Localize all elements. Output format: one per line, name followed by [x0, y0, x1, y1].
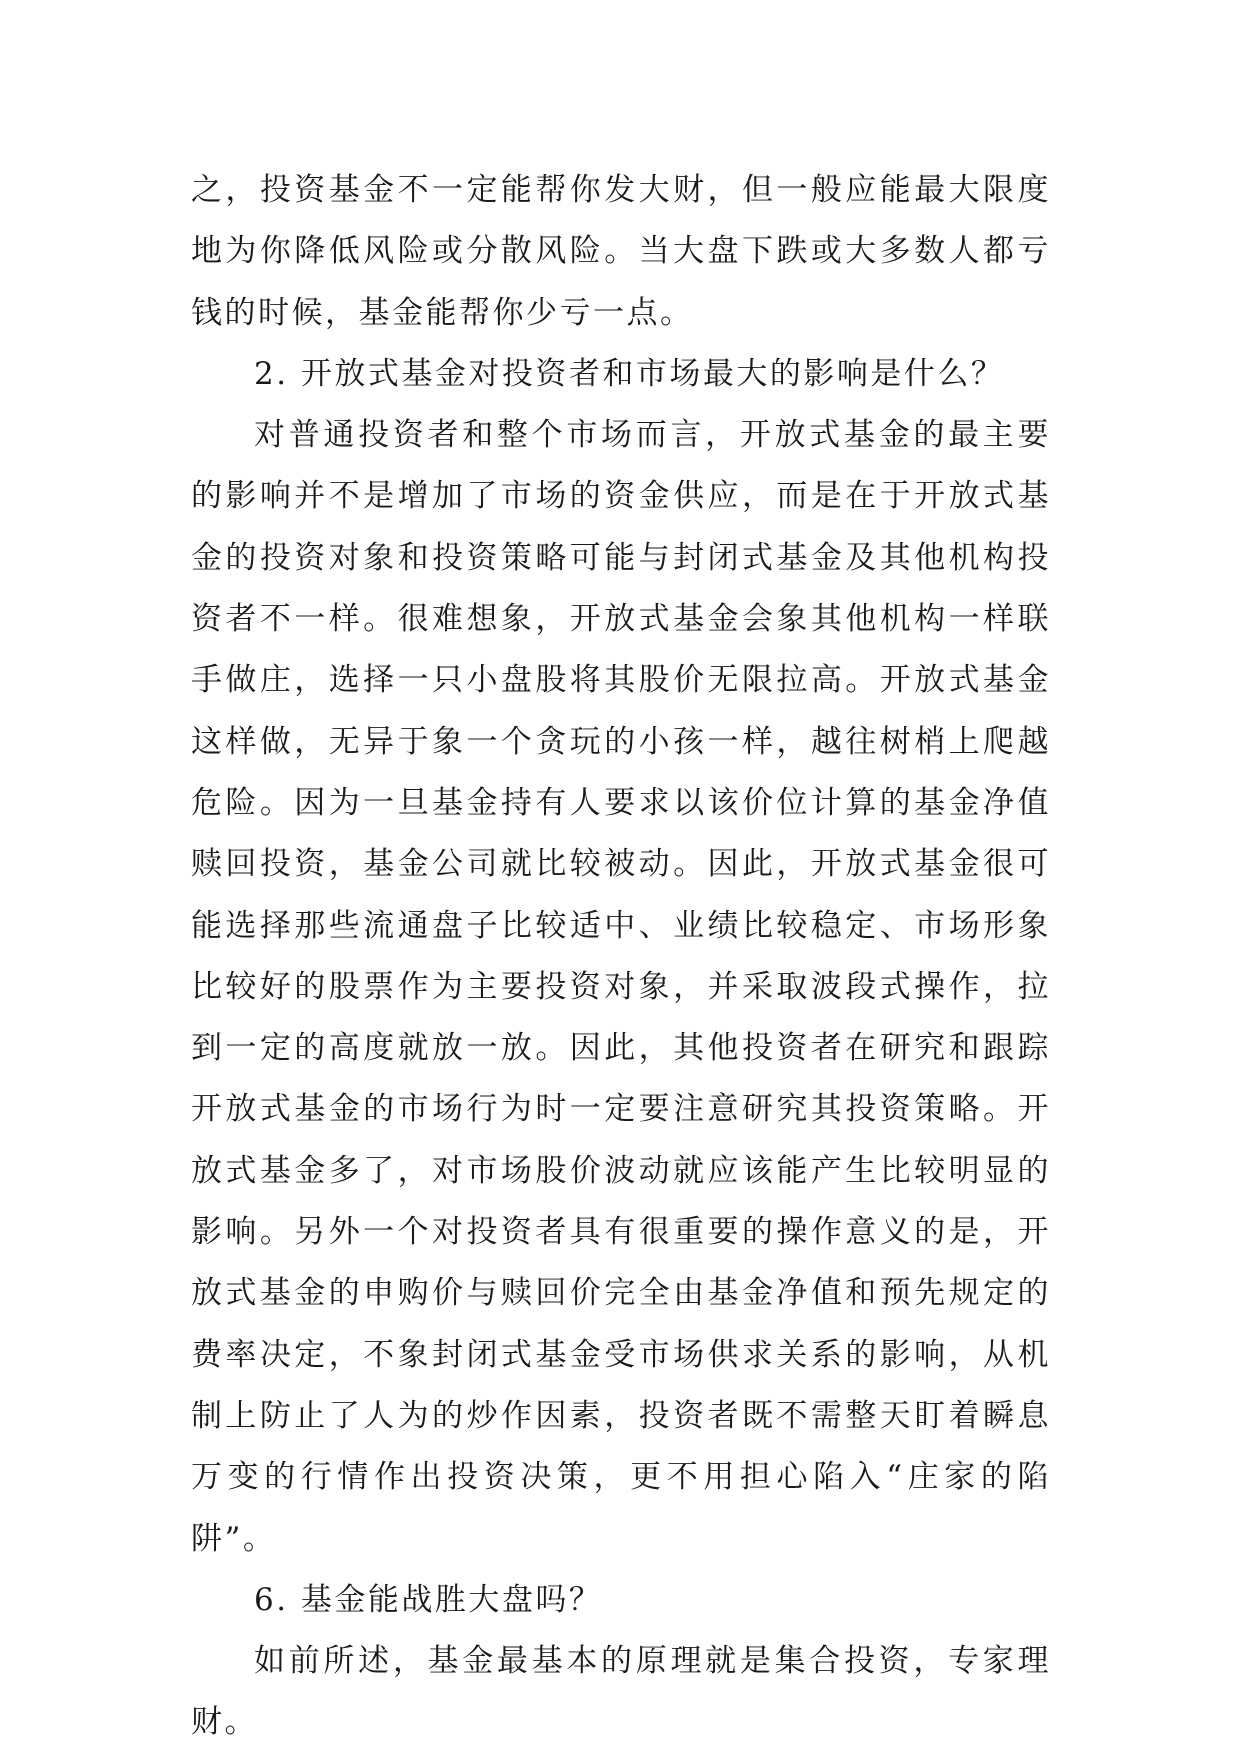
- question-heading-2: 2. 开放式基金对投资者和市场最大的影响是什么？: [254, 355, 1005, 392]
- answer-paragraph-2: 对普通投资者和整个市场而言，开放式基金的最主要的影响并不是增加了市场的资金供应，而是在于开放式基金的投资对象和投资策略可能与封闭式基金及其他机构投资者不一样。很难想象，开放式基金会象其他机构一样联手做庄，选择一只小盘股将其股价无限拉高。开放式基金这样做，无异于象一个贪玩的小孩一样，越往树梢上爬越危险。因为一旦基金持有人要求以该价位计算的基金净值赎回投资，基金公司就比较被动。因此，开放式基金很可能选择那些流通盘子比较适中、业绩比较稳定、市场形象比较好的股票作为主要投资对象，并采取波段式操作，拉到一定的高度就放一放。因此，其他投资者在研究和跟踪开放式基金的市场行为时一定要注意研究其投资策略。开放式基金多了，对市场股价波动就应该能产生比较明显的影响。另外一个对投资者具有很重要的操作意义的是，开放式基金的申购价与赎回价完全由基金净值和预先规定的费率决定，不象封闭式基金受市场供求关系的影响，从机制上防止了人为的炒作因素，投资者既不需整天盯着瞬息万变的行情作出投资决策，更不用担心陷入“庄家的陷阱”。: [191, 417, 1051, 1557]
- document-body: [191, 160, 1051, 1754]
- paragraph-continuation: 之，投资基金不一定能帮你发大财，但一般应能最大限度地为你降低风险或分散风险。当大盘下跌或大多数人都亏钱的时候，基金能帮你少亏一点。: [191, 172, 1051, 331]
- answer-paragraph-6: 如前所述，基金最基本的原理就是集合投资，专家理财。: [191, 1643, 1051, 1741]
- question-heading-6: 6. 基金能战胜大盘吗？: [254, 1581, 603, 1618]
